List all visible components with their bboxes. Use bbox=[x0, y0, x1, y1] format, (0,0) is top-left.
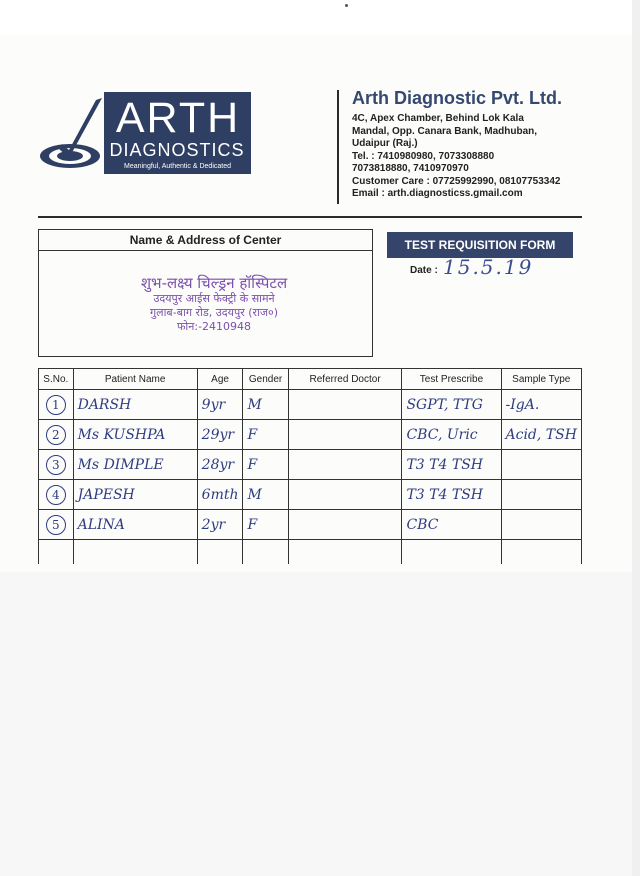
company-name: Arth Diagnostic Pvt. Ltd. bbox=[352, 88, 563, 108]
col-header-gender: Gender bbox=[243, 369, 288, 390]
cell-age: 9yr bbox=[197, 390, 243, 420]
cell-gender: M bbox=[243, 480, 288, 510]
cell-sno: 1 bbox=[39, 390, 74, 420]
date-label: Date : bbox=[410, 265, 438, 276]
cell-gender: F bbox=[243, 510, 288, 540]
cell-empty bbox=[243, 540, 288, 565]
cell-sno: 4 bbox=[39, 480, 74, 510]
table-row bbox=[39, 510, 582, 540]
cell-sno: 2 bbox=[39, 420, 74, 450]
col-header-sample-type: Sample Type bbox=[501, 369, 582, 390]
cell-patient-name: JAPESH bbox=[73, 480, 197, 510]
table-row bbox=[39, 390, 582, 420]
address-line: Udaipur (Raj.) bbox=[352, 138, 418, 149]
cell-age: 28yr bbox=[197, 450, 243, 480]
cell-referred-doctor bbox=[288, 450, 402, 480]
cell-referred-doctor bbox=[288, 510, 402, 540]
company-address bbox=[352, 113, 612, 201]
stamp-line: फोन:-2410948 bbox=[176, 320, 252, 333]
cell-age: 2yr bbox=[197, 510, 243, 540]
cell-age: 6mth bbox=[197, 480, 243, 510]
cell-sample-type bbox=[501, 510, 582, 540]
col-header-age: Age bbox=[197, 369, 243, 390]
col-header-sno: S.No. bbox=[39, 369, 74, 390]
cell-sample-type: -IgA. bbox=[501, 390, 582, 420]
cell-referred-doctor bbox=[288, 480, 402, 510]
cell-empty bbox=[288, 540, 402, 565]
table-row bbox=[39, 480, 582, 510]
center-heading: Name & Address of Center bbox=[39, 230, 372, 251]
paper-edge bbox=[632, 0, 640, 876]
phone-line: 7073818880, 7410970970 bbox=[352, 163, 469, 174]
cell-empty bbox=[197, 540, 243, 565]
col-header-test-prescribe: Test Prescribe bbox=[402, 369, 501, 390]
cell-patient-name: DARSH bbox=[73, 390, 197, 420]
address-line: 4C, Apex Chamber, Behind Lok Kala bbox=[352, 113, 524, 124]
cell-test-prescribe: CBC bbox=[402, 510, 501, 540]
form-title: TEST REQUISITION FORM bbox=[387, 232, 573, 258]
table-header-row bbox=[39, 369, 582, 390]
stamp-line: शुभ-लक्ष्य चिल्ड्रन हॉस्पिटल bbox=[140, 274, 288, 292]
cell-gender: M bbox=[243, 390, 288, 420]
cell-sno: 5 bbox=[39, 510, 74, 540]
center-stamp bbox=[109, 274, 319, 334]
cell-test-prescribe: CBC, Uric bbox=[402, 420, 501, 450]
col-header-referred-doctor: Referred Doctor bbox=[288, 369, 402, 390]
background bbox=[0, 572, 632, 876]
logo-tagline: Meaningful, Authentic & Dedicated bbox=[123, 163, 231, 170]
logo-name: ARTH bbox=[115, 94, 241, 142]
cell-test-prescribe: T3 T4 TSH bbox=[402, 480, 501, 510]
table-row bbox=[39, 450, 582, 480]
logo-subtitle: DIAGNOSTICS bbox=[109, 140, 245, 160]
cell-sample-type bbox=[501, 450, 582, 480]
logo-box bbox=[104, 92, 251, 174]
customer-care-line: Customer Care : 07725992990, 08107753342 bbox=[352, 175, 561, 187]
cell-gender: F bbox=[243, 450, 288, 480]
target-check-logo-icon bbox=[36, 92, 106, 174]
cell-referred-doctor bbox=[288, 420, 402, 450]
cell-sample-type: Acid, TSH bbox=[501, 420, 582, 450]
cell-empty bbox=[501, 540, 582, 565]
cell-empty bbox=[39, 540, 74, 565]
cell-gender: F bbox=[243, 420, 288, 450]
email-line: Email : arth.diagnosticss.gmail.com bbox=[352, 188, 523, 199]
cell-patient-name: ALINA bbox=[73, 510, 197, 540]
center-box bbox=[38, 229, 373, 357]
stamp-line: उदयपुर आईस फेक्ट्री के सामने bbox=[153, 292, 275, 305]
cell-empty bbox=[402, 540, 501, 565]
address-line: Mandal, Opp. Canara Bank, Madhuban, bbox=[352, 125, 538, 137]
speck bbox=[345, 4, 348, 7]
cell-test-prescribe: SGPT, TTG bbox=[402, 390, 501, 420]
cell-patient-name: Ms DIMPLE bbox=[73, 450, 197, 480]
cell-referred-doctor bbox=[288, 390, 402, 420]
table-row bbox=[39, 420, 582, 450]
date-value: 15.5.19 bbox=[443, 255, 534, 279]
phone-line: Tel. : 7410980980, 7073308880 bbox=[352, 150, 495, 162]
cell-age: 29yr bbox=[197, 420, 243, 450]
patient-table bbox=[38, 368, 582, 564]
cell-empty bbox=[73, 540, 197, 565]
header-divider bbox=[337, 90, 339, 204]
cell-sample-type bbox=[501, 480, 582, 510]
cell-test-prescribe: T3 T4 TSH bbox=[402, 450, 501, 480]
cell-patient-name: Ms KUSHPA bbox=[73, 420, 197, 450]
cell-sno: 3 bbox=[39, 450, 74, 480]
header-rule bbox=[38, 216, 582, 218]
table-row-empty bbox=[39, 540, 582, 565]
stamp-line: गुलाब-बाग रोड, उदयपुर (राज०) bbox=[149, 306, 279, 319]
col-header-patient-name: Patient Name bbox=[73, 369, 197, 390]
